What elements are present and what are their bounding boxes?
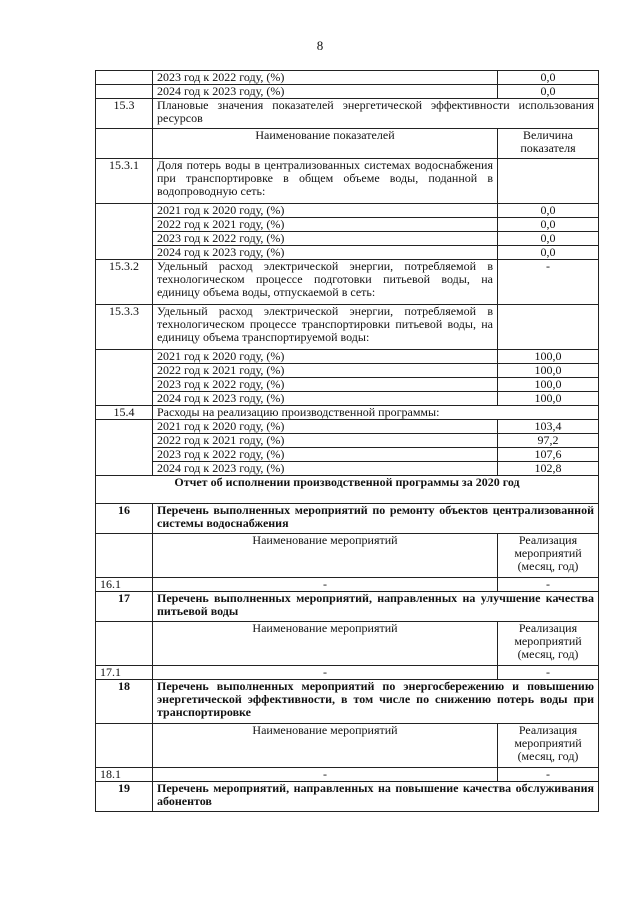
year-label: 2021 год к 2020 году, (%) xyxy=(153,350,498,364)
table-row xyxy=(96,85,599,99)
table-row xyxy=(96,420,599,434)
section-number: 16 xyxy=(96,504,153,534)
realization-header: Реализация мероприятий (месяц, год) xyxy=(498,724,599,768)
events-name-header: Наименование мероприятий xyxy=(153,534,498,578)
value-cell: 0,0 xyxy=(498,85,599,99)
event-cell: - xyxy=(153,578,498,592)
year-label: 2024 год к 2023 году, (%) xyxy=(153,85,498,99)
number-cell xyxy=(96,724,153,768)
table-row xyxy=(96,768,599,782)
section-number: 19 xyxy=(96,782,153,812)
value-cell: 97,2 xyxy=(498,434,599,448)
year-label: 2024 год к 2023 году, (%) xyxy=(153,246,498,260)
year-label: 2021 год к 2020 году, (%) xyxy=(153,204,498,218)
section-number: 15.3.1 xyxy=(96,159,153,204)
table-row xyxy=(96,462,599,476)
number-cell xyxy=(96,85,153,99)
events-name-header: Наименование мероприятий xyxy=(153,724,498,768)
section-title: Перечень выполненных мероприятий по ремонту объектов централизованной системы водоснабжения xyxy=(153,504,599,534)
value-cell: 100,0 xyxy=(498,392,599,406)
year-label: 2023 год к 2022 году, (%) xyxy=(153,71,498,85)
value-cell: 102,8 xyxy=(498,462,599,476)
section-19 xyxy=(96,782,599,812)
report-title: Отчет об исполнении производственной программы за 2020 год xyxy=(96,476,599,504)
section-title: Перечень выполненных мероприятий, направленных на улучшение качества питьевой воды xyxy=(153,592,599,622)
realization-cell: - xyxy=(498,578,599,592)
section-title: Перечень выполненных мероприятий по энергосбережению и повышению энергетической эффективности, в том числе по снижению потерь воды при транспортировке xyxy=(153,680,599,724)
year-label: 2024 год к 2023 году, (%) xyxy=(153,462,498,476)
report-title-row xyxy=(96,476,599,504)
column-header-row xyxy=(96,129,599,159)
year-label: 2023 год к 2022 году, (%) xyxy=(153,378,498,392)
section-number: 18 xyxy=(96,680,153,724)
realization-header: Реализация мероприятий (месяц, год) xyxy=(498,534,599,578)
section-number: 16.1 xyxy=(96,578,153,592)
year-label: 2022 год к 2021 году, (%) xyxy=(153,218,498,232)
indicator-text: Удельный расход электрической энергии, потребляемой в технологическом процессе транспортировки питьевой воды, на единицу объема транспортируемой воды: xyxy=(153,305,498,350)
section-number: 15.3 xyxy=(96,99,153,129)
year-label: 2024 год к 2023 году, (%) xyxy=(153,392,498,406)
indicator-text: Доля потерь воды в централизованных системах водоснабжения при транспортировке в общем объеме воды, поданной в водопроводную сеть: xyxy=(153,159,498,204)
number-cell xyxy=(96,350,153,406)
value-cell: 103,4 xyxy=(498,420,599,434)
table-row xyxy=(96,448,599,462)
value-cell: 0,0 xyxy=(498,204,599,218)
event-cell: - xyxy=(153,666,498,680)
value-cell: 0,0 xyxy=(498,218,599,232)
section-15-4 xyxy=(96,406,599,420)
number-cell xyxy=(96,129,153,159)
section-15-3-1 xyxy=(96,159,599,204)
year-label: 2023 год к 2022 году, (%) xyxy=(153,232,498,246)
value-cell xyxy=(498,305,599,350)
value-cell: 107,6 xyxy=(498,448,599,462)
year-label: 2021 год к 2020 году, (%) xyxy=(153,420,498,434)
value-cell: 100,0 xyxy=(498,378,599,392)
indicator-name-header: Наименование показателей xyxy=(153,129,498,159)
table-row xyxy=(96,364,599,378)
table-row xyxy=(96,578,599,592)
number-cell xyxy=(96,204,153,260)
number-cell xyxy=(96,71,153,85)
table-row xyxy=(96,378,599,392)
section-number: 17 xyxy=(96,592,153,622)
table-row xyxy=(96,246,599,260)
section-15-3 xyxy=(96,99,599,129)
page-number: 8 xyxy=(316,38,324,53)
column-header-row xyxy=(96,534,599,578)
value-cell: - xyxy=(498,260,599,305)
number-cell xyxy=(96,622,153,666)
section-number: 15.4 xyxy=(96,406,153,420)
indicator-value-header: Величина показателя xyxy=(498,129,599,159)
table-row xyxy=(96,434,599,448)
table-row xyxy=(96,218,599,232)
column-header-row xyxy=(96,724,599,768)
value-cell: 0,0 xyxy=(498,71,599,85)
column-header-row xyxy=(96,622,599,666)
section-number: 15.3.2 xyxy=(96,260,153,305)
section-number: 15.3.3 xyxy=(96,305,153,350)
year-label: 2022 год к 2021 году, (%) xyxy=(153,364,498,378)
events-name-header: Наименование мероприятий xyxy=(153,622,498,666)
table-row xyxy=(96,71,599,85)
realization-cell: - xyxy=(498,666,599,680)
value-cell: 0,0 xyxy=(498,246,599,260)
program-table xyxy=(95,70,599,812)
year-label: 2023 год к 2022 году, (%) xyxy=(153,448,498,462)
number-cell xyxy=(96,420,153,476)
section-title: Расходы на реализацию производственной программы: xyxy=(153,406,599,420)
value-cell: 0,0 xyxy=(498,232,599,246)
section-16 xyxy=(96,504,599,534)
section-number: 17.1 xyxy=(96,666,153,680)
section-number: 18.1 xyxy=(96,768,153,782)
section-15-3-3 xyxy=(96,305,599,350)
section-18 xyxy=(96,680,599,724)
section-title: Плановые значения показателей энергетической эффективности использования ресурсов xyxy=(153,99,599,129)
value-cell: 100,0 xyxy=(498,350,599,364)
section-title: Перечень мероприятий, направленных на повышение качества обслуживания абонентов xyxy=(153,782,599,812)
table-row xyxy=(96,392,599,406)
realization-cell: - xyxy=(498,768,599,782)
table-row xyxy=(96,666,599,680)
year-label: 2022 год к 2021 году, (%) xyxy=(153,434,498,448)
event-cell: - xyxy=(153,768,498,782)
realization-header: Реализация мероприятий (месяц, год) xyxy=(498,622,599,666)
table-row xyxy=(96,204,599,218)
section-17 xyxy=(96,592,599,622)
section-15-3-2 xyxy=(96,260,599,305)
number-cell xyxy=(96,534,153,578)
table-row xyxy=(96,232,599,246)
table-row xyxy=(96,350,599,364)
value-cell: 100,0 xyxy=(498,364,599,378)
value-cell xyxy=(498,159,599,204)
indicator-text: Удельный расход электрической энергии, потребляемой в технологическом процессе подготовки питьевой воды, на единицу объема воды, отпускаемой в сеть: xyxy=(153,260,498,305)
